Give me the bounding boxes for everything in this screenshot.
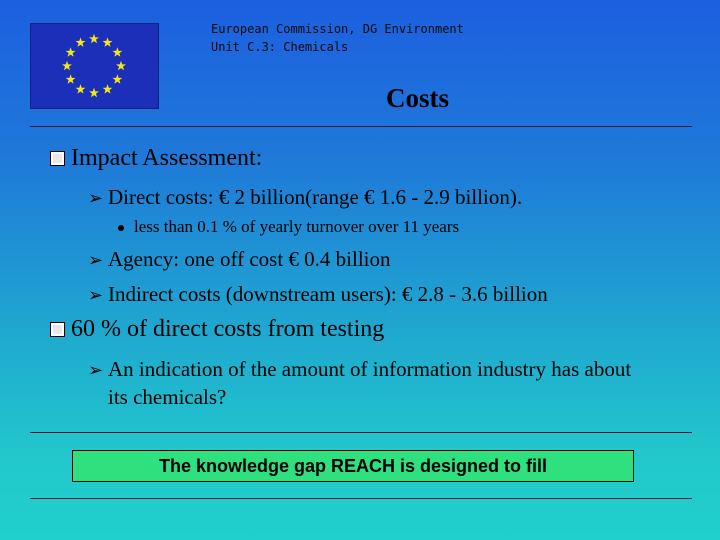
top-divider xyxy=(30,126,692,127)
eu-flag-icon xyxy=(30,23,159,109)
bottom-divider xyxy=(30,498,692,499)
star-icon xyxy=(62,61,72,70)
sub-sub-bullet-text: less than 0.1 % of yearly turnover over 11 years xyxy=(134,217,460,236)
star-icon xyxy=(112,74,122,83)
callout-box: The knowledge gap REACH is designed to fill xyxy=(72,450,634,482)
header xyxy=(211,20,464,56)
arrow-bullet-icon: ➢ xyxy=(88,188,104,208)
bullet-text: 60 % of direct costs from testing xyxy=(71,316,385,342)
checkbox-bullet-icon xyxy=(50,151,65,166)
arrow-bullet-icon: ➢ xyxy=(88,285,104,305)
star-icon xyxy=(112,47,122,56)
sub-bullet-text: Agency: one off cost € 0.4 billion xyxy=(108,247,391,271)
star-icon xyxy=(103,37,113,46)
star-icon xyxy=(76,37,86,46)
checkbox-bullet-icon xyxy=(50,322,65,337)
star-icon xyxy=(103,84,113,93)
star-icon xyxy=(66,74,76,83)
bullet-text: Impact Assessment: xyxy=(71,145,263,171)
sub-bullet-direct-costs xyxy=(88,183,658,212)
bullet-impact-assessment xyxy=(50,145,262,172)
bullet-testing-costs xyxy=(50,316,384,343)
middle-divider xyxy=(30,432,692,433)
sub-bullet-text: Indirect costs (downstream users): € 2.8 - 3.6 billion xyxy=(108,282,548,306)
arrow-bullet-icon: ➢ xyxy=(88,250,104,270)
sub-bullet-text: An indication of the amount of information industry has about its chemicals? xyxy=(108,357,632,409)
star-icon xyxy=(76,84,86,93)
star-icon xyxy=(66,47,76,56)
sub-bullet-information xyxy=(88,355,658,411)
sub-sub-bullet-turnover xyxy=(118,217,459,237)
sub-bullet-agency xyxy=(88,245,658,274)
star-icon xyxy=(89,34,99,43)
star-icon xyxy=(89,88,99,97)
slide-title: Costs xyxy=(386,83,450,113)
star-icon xyxy=(116,61,126,70)
header-line-2: Unit C.3: Chemicals xyxy=(211,40,349,54)
arrow-bullet-icon: ➢ xyxy=(88,360,104,380)
header-line-1: European Commission, DG Environment xyxy=(211,22,464,36)
sub-bullet-text: Direct costs: € 2 billion(range € 1.6 - 2.9 billion). xyxy=(108,185,523,209)
dot-bullet-icon xyxy=(118,225,124,231)
sub-bullet-indirect-costs xyxy=(88,280,658,309)
